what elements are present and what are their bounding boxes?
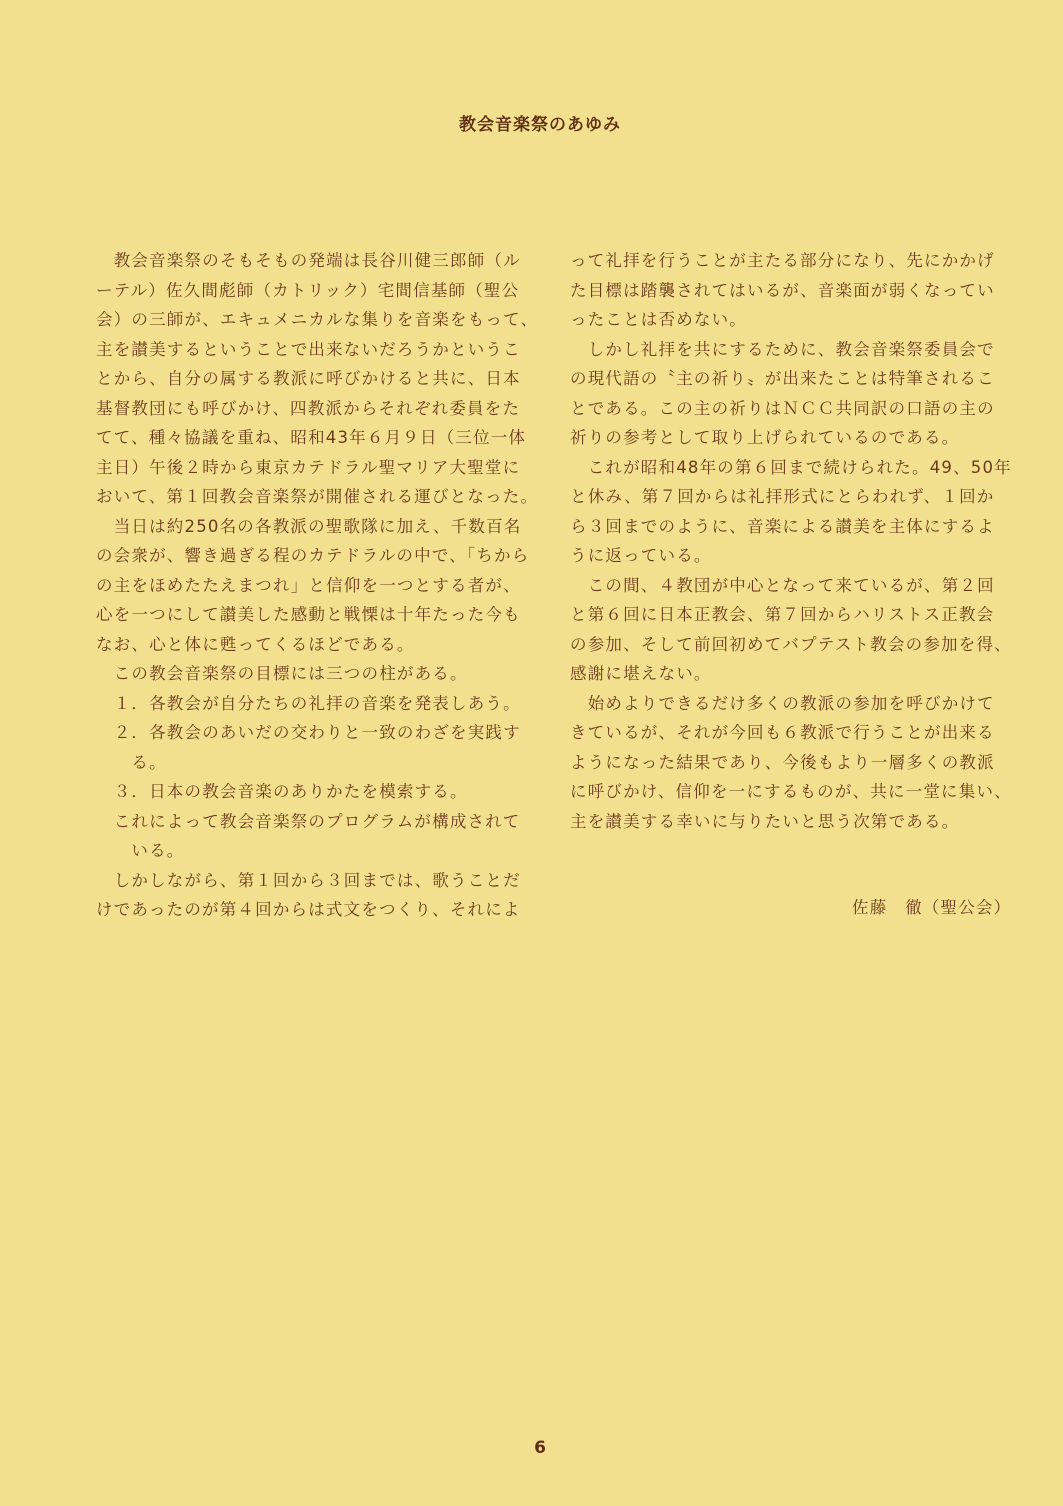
left-text-column <box>96 246 546 925</box>
paragraph-line: この教会音楽祭の目標には三つの柱がある。 <box>96 664 468 683</box>
paragraph-line: おいて、第１回教会音楽祭が開催される運びとなった。 <box>96 487 539 506</box>
paragraph-line: とから、自分の属する教派に呼びかけると共に、日本 <box>96 369 521 388</box>
paragraph-line: ようになった結果であり、今後もより一層多くの教派 <box>570 752 995 772</box>
paragraph-line: と第６回に日本正教会、第７回からハリストス正教会 <box>570 605 995 624</box>
paragraph-line: た目標は踏襲されてはいるが、音楽面が弱くなってい <box>570 280 995 300</box>
paragraph-line: これによって教会音楽祭のプログラムが構成されて <box>96 811 521 831</box>
goal-item: ２．各教会のあいだの交わりと一致のわざを実践す <box>96 723 521 742</box>
paragraph-line: いる。 <box>96 841 185 860</box>
paragraph-line: うに返っている。 <box>570 546 712 565</box>
paragraph-line: とである。この主の祈りはＮＣＣ共同訳の口語の主の <box>570 398 995 418</box>
paragraph-line: の参加、そして前回初めてバプテスト教会の参加を得、 <box>570 634 1012 654</box>
right-text-column <box>570 246 1020 836</box>
paragraph-line: 教会音楽祭のそもそもの発端は長谷川健三郎師（ル <box>96 251 521 270</box>
paragraph-line: なお、心と体に甦ってくるほどである。 <box>96 634 415 654</box>
paragraph-line: 主を讃美するということで出来ないだろうかというこ <box>96 339 521 359</box>
paragraph-line: ら３回までのように、音楽による讃美を主体にするよ <box>570 516 995 536</box>
paragraph-line: 心を一つにして讃美した感動と戦慄は十年たった今も <box>96 605 521 624</box>
paragraph-line: の現代語の〝主の祈り〟が出来たことは特筆されるこ <box>570 369 995 388</box>
paragraph-line: これが昭和48年の第６回まで続けられた。49、50年 <box>570 457 1012 477</box>
paragraph-line: 当日は約250名の各教派の聖歌隊に加え、千数百名 <box>96 516 522 536</box>
paragraph-line: と休み、第７回からは礼拝形式にとらわれず、１回か <box>570 487 995 506</box>
paragraph-line: 会）の三師が、エキュメニカルな集りを音楽をもって、 <box>96 310 539 329</box>
page-title: 教会音楽祭のあゆみ <box>459 115 621 135</box>
paragraph-line: 始めよりできるだけ多くの教派の参加を呼びかけて <box>570 693 995 713</box>
paragraph-line: 基督教団にも呼びかけ、四教派からそれぞれ委員をた <box>96 398 521 418</box>
paragraph-line: この間、４教団が中心となって来ているが、第２回 <box>570 575 995 595</box>
paragraph-line: の主をほめたたえまつれ」と信仰を一つとする者が、 <box>96 575 521 595</box>
paragraph-line: てて、種々協議を重ね、昭和43年６月９日（三位一体 <box>96 428 527 447</box>
paragraph-line: ったことは否めない。 <box>570 310 747 329</box>
paragraph-line: きているが、それが今回も６教派で行うことが出来る <box>570 723 995 742</box>
paragraph-line: しかしながら、第１回から３回までは、歌うことだ <box>96 870 521 890</box>
paragraph-line: けであったのが第４回からは式文をつくり、それによ <box>96 900 521 919</box>
paragraph-line: しかし礼拝を共にするために、教会音楽祭委員会で <box>570 339 995 359</box>
author-signature: 佐藤 徹（聖公会） <box>852 898 1012 917</box>
paragraph-line: って礼拝を行うことが主たる部分になり、先にかかげ <box>570 251 995 270</box>
paragraph-line: の会衆が、響き過ぎる程のカテドラルの中で、「ちから <box>96 546 530 565</box>
paragraph-line: ーテル）佐久間彪師（カトリック）宅間信基師（聖公 <box>96 280 520 300</box>
paragraph-line: 祈りの参考として取り上げられているのである。 <box>570 428 960 447</box>
paragraph-line: 感謝に堪えない。 <box>570 664 712 683</box>
goal-item: る。 <box>96 752 167 772</box>
goal-item: ３．日本の教会音楽のありかたを模索する。 <box>96 782 468 801</box>
paragraph-line: 主日）午後２時から東京カテドラル聖マリア大聖堂に <box>96 457 521 477</box>
page-number: 6 <box>534 1438 546 1458</box>
paragraph-line: 主を讃美する幸いに与りたいと思う次第である。 <box>570 811 960 831</box>
paragraph-line: に呼びかけ、信仰を一にするものが、共に一堂に集い、 <box>570 782 1012 801</box>
goal-item: １．各教会が自分たちの礼拝の音楽を発表しあう。 <box>96 693 521 713</box>
